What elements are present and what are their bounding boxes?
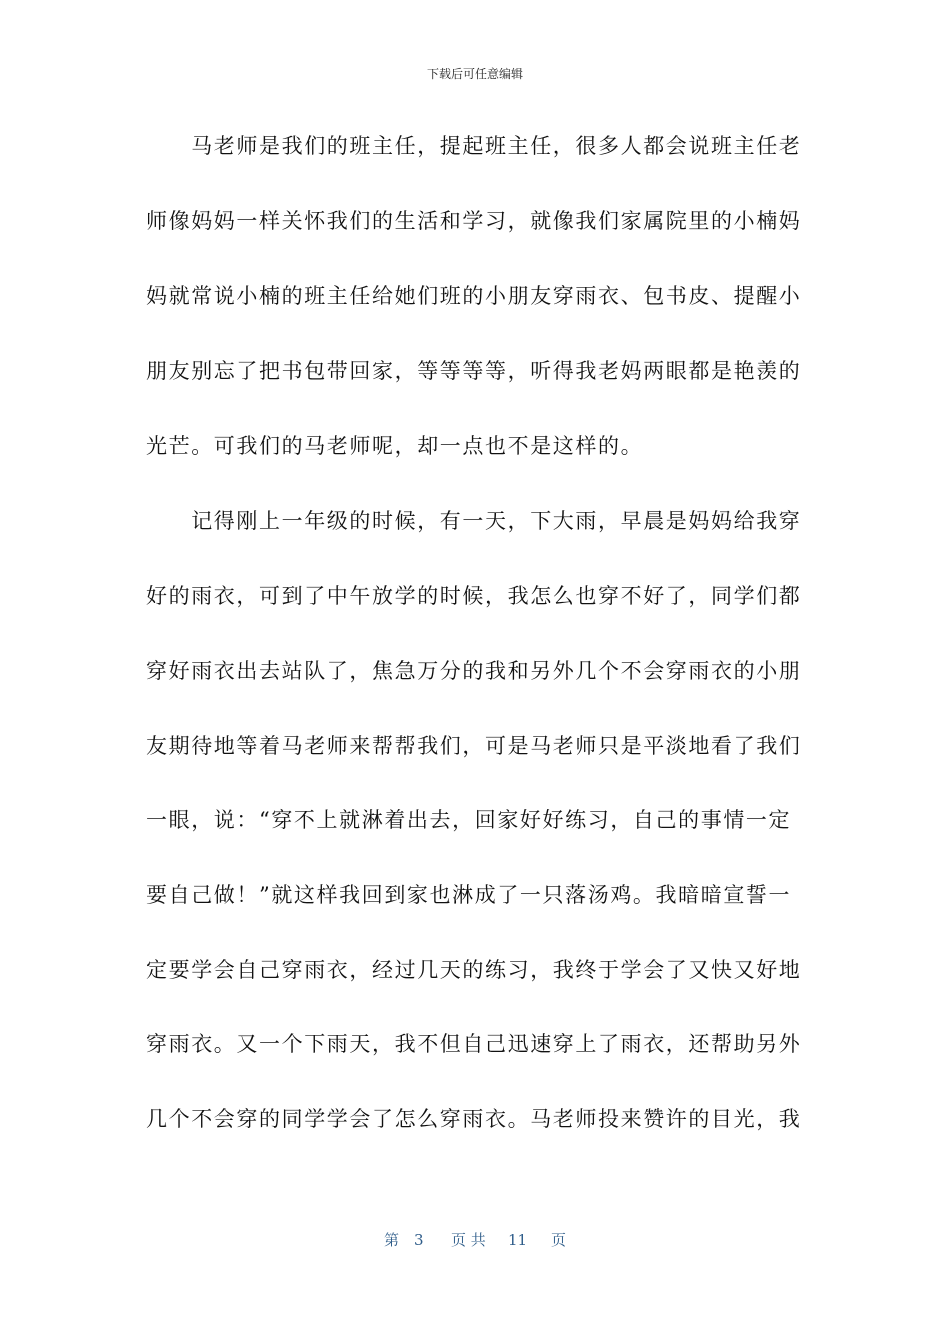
text-line: 穿好雨衣出去站队了，焦急万分的我和另外几个不会穿雨衣的小朋 [146, 659, 802, 683]
text-line: 定要学会自己穿雨衣，经过几天的练习，我终于学会了又快又好地 [146, 958, 802, 982]
total-pages: 11 [508, 1231, 528, 1249]
text-line: 师像妈妈一样关怀我们的生活和学习，就像我们家属院里的小楠妈 [146, 209, 802, 233]
text-line: 穿雨衣。又一个下雨天，我不但自己迅速穿上了雨衣，还帮助另外 [146, 1032, 802, 1056]
text-line: 几个不会穿的同学学会了怎么穿雨衣。马老师投来赞许的目光，我 [146, 1107, 802, 1131]
page-header: 下载后可任意编辑 [426, 67, 523, 81]
page-suffix: 页 [551, 1231, 567, 1249]
text-line: 友期待地等着马老师来帮帮我们，可是马老师只是平淡地看了我们 [146, 734, 802, 758]
text-line: 光芒。可我们的马老师呢，却一点也不是这样的。 [146, 434, 644, 458]
text-line: 好的雨衣，可到了中午放学的时候，我怎么也穿不好了，同学们都 [146, 584, 802, 608]
page-mid: 页 共 [451, 1231, 486, 1249]
page-footer [0, 1230, 950, 1250]
page-prefix: 第 [384, 1231, 400, 1249]
text-line: 马老师是我们的班主任，提起班主任，很多人都会说班主任老 [146, 134, 802, 158]
page-number: 3 [414, 1231, 424, 1249]
text-line: 要自己做！”就这样我回到家也淋成了一只落汤鸡。我暗暗宣誓一 [146, 883, 792, 907]
text-line: 一眼，说：“穿不上就淋着出去，回家好好练习，自己的事情一定 [146, 808, 792, 832]
text-line: 朋友别忘了把书包带回家，等等等等，听得我老妈两眼都是艳羡的 [146, 359, 802, 383]
text-line: 妈就常说小楠的班主任给她们班的小朋友穿雨衣、包书皮、提醒小 [146, 284, 802, 308]
text-line: 记得刚上一年级的时候，有一天，下大雨，早晨是妈妈给我穿 [146, 509, 802, 533]
